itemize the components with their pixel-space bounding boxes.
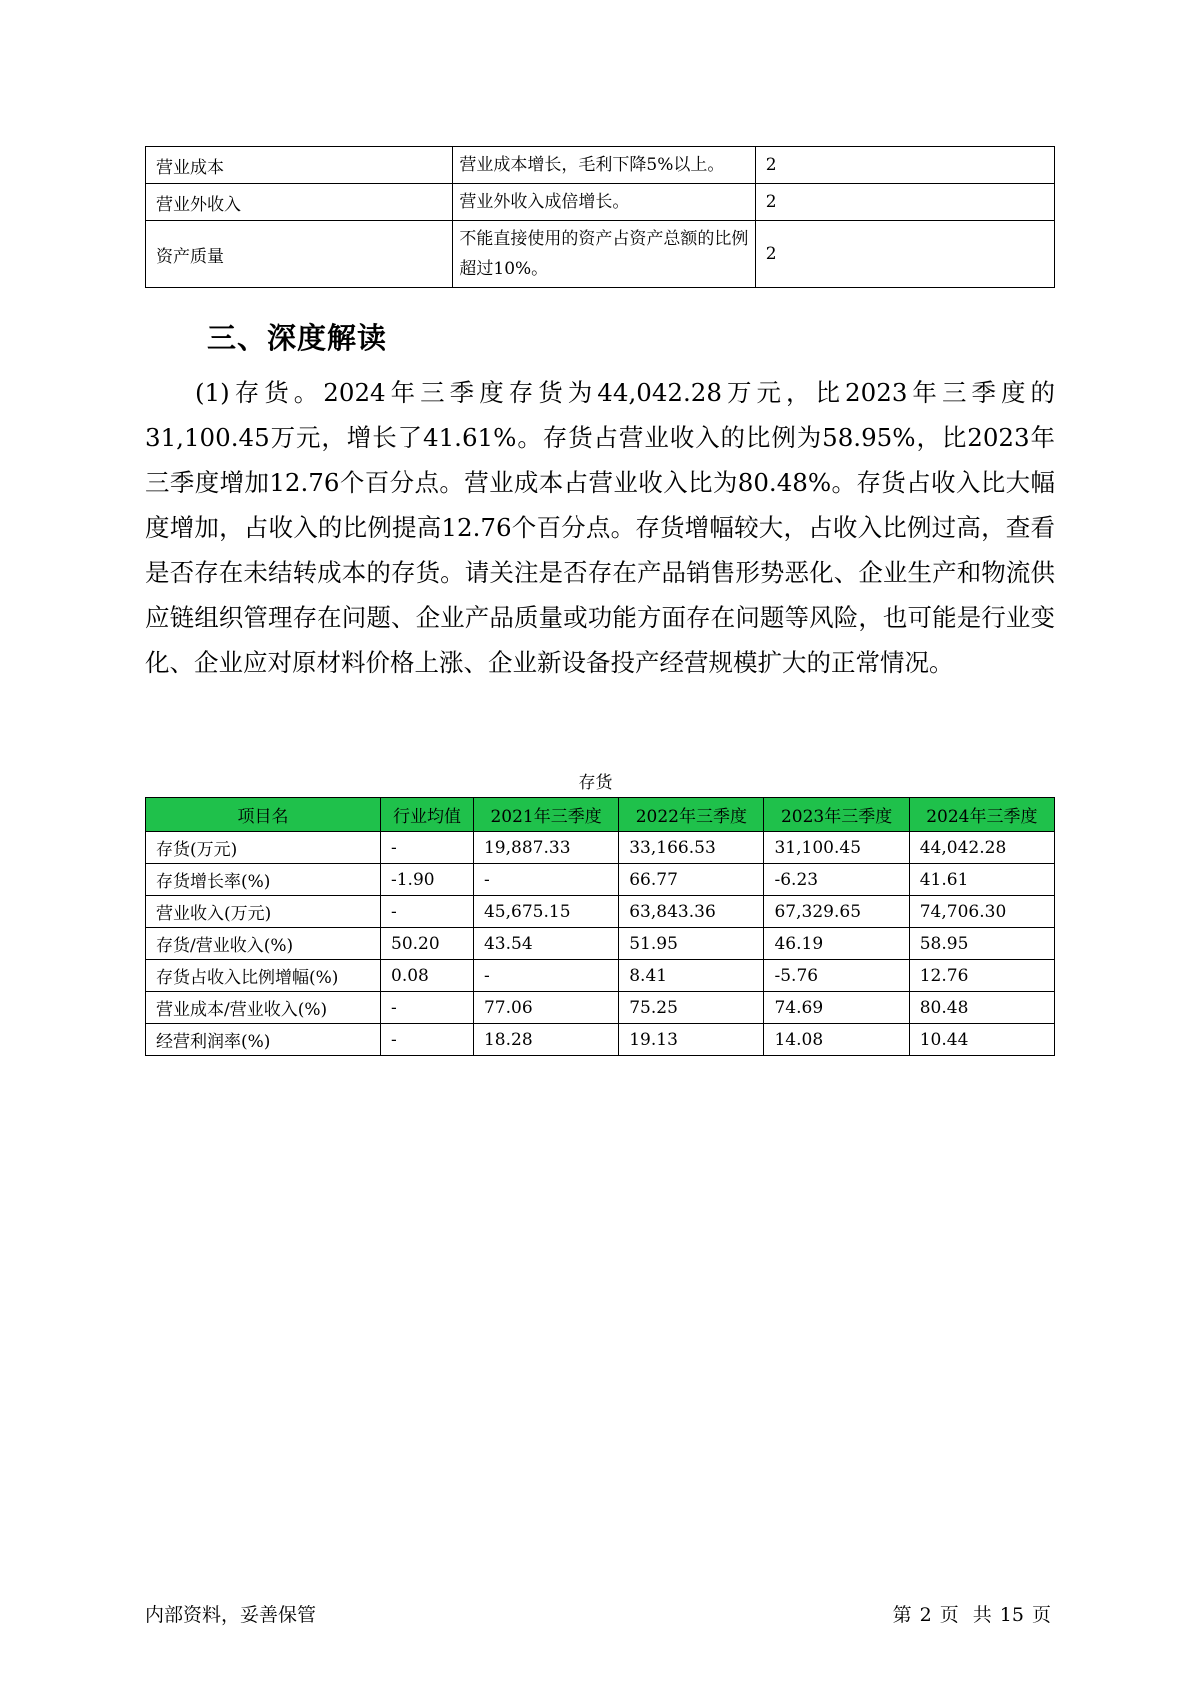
table-cell: 45,675.15 xyxy=(473,896,618,928)
table-cell: 19,887.33 xyxy=(473,832,618,864)
table-cell: 75.25 xyxy=(619,992,764,1024)
table-cell: 43.54 xyxy=(473,928,618,960)
column-header: 行业均值 xyxy=(381,798,474,832)
table-row xyxy=(146,147,1055,184)
risk-condition: 营业成本增长，毛利下降5%以上。 xyxy=(453,147,755,184)
table-cell: 经营利润率(%) xyxy=(146,1024,381,1056)
table-cell: 41.61 xyxy=(909,864,1054,896)
table-cell: 18.28 xyxy=(473,1024,618,1056)
table-cell: 58.95 xyxy=(909,928,1054,960)
table-caption: 存货 xyxy=(578,773,613,793)
page-unit: 页 xyxy=(939,1604,959,1626)
table-cell: 77.06 xyxy=(473,992,618,1024)
table-cell: 51.95 xyxy=(619,928,764,960)
table-cell: 14.08 xyxy=(764,1024,909,1056)
table-cell: 10.44 xyxy=(909,1024,1054,1056)
table-cell: 存货增长率(%) xyxy=(146,864,381,896)
table-cell: 44,042.28 xyxy=(909,832,1054,864)
table-cell: 50.20 xyxy=(381,928,474,960)
risk-condition: 营业外收入成倍增长。 xyxy=(453,184,755,221)
column-header: 2024年三季度 xyxy=(909,798,1054,832)
risk-item-name: 资产质量 xyxy=(146,221,453,288)
table-cell: 67,329.65 xyxy=(764,896,909,928)
table-cell: 33,166.53 xyxy=(619,832,764,864)
table-row xyxy=(146,1024,1055,1056)
table-cell: 营业收入(万元) xyxy=(146,896,381,928)
table-cell: 46.19 xyxy=(764,928,909,960)
table-row xyxy=(146,960,1055,992)
table-cell: 0.08 xyxy=(381,960,474,992)
column-header: 2022年三季度 xyxy=(619,798,764,832)
table-cell: 31,100.45 xyxy=(764,832,909,864)
table-row xyxy=(146,864,1055,896)
section-heading: 三、深度解读 xyxy=(207,321,388,355)
table-cell: 存货占收入比例增幅(%) xyxy=(146,960,381,992)
risk-score: 2 xyxy=(755,221,1054,288)
page-number xyxy=(889,1600,1055,1627)
table-cell: 19.13 xyxy=(619,1024,764,1056)
table-row xyxy=(146,221,1055,288)
table-cell: - xyxy=(473,864,618,896)
table-row xyxy=(146,832,1055,864)
table-cell: 存货/营业收入(%) xyxy=(146,928,381,960)
table-row xyxy=(146,184,1055,221)
table-header-row xyxy=(146,798,1055,832)
risk-item-name: 营业成本 xyxy=(146,147,453,184)
table-cell: - xyxy=(381,1024,474,1056)
total-pages: 15 xyxy=(999,1604,1024,1626)
table-cell: 8.41 xyxy=(619,960,764,992)
inventory-table xyxy=(145,797,1055,1056)
table-cell: - xyxy=(381,992,474,1024)
table-cell: -6.23 xyxy=(764,864,909,896)
analysis-paragraph: (1)存货。2024年三季度存货为44,042.28万元，比2023年三季度的31,100.45万元，增长了41.61%。存货占营业收入的比例为58.95%，比2023年三季度增加12.76个百分点。营业成本占营业收入比为80.48%。存货占收入比大幅度增加，占收入的比例提高12.76个百分点。存货增幅较大，占收入比例过高，查看是否存在未结转成本的存货。请关注是否存在产品销售形势恶化、企业生产和物流供应链组织管理存在问题、企业产品质量或功能方面存在问题等风险，也可能是行业变化、企业应对原材料价格上涨、企业新设备投产经营规模扩大的正常情况。 xyxy=(145,378,1055,677)
total-unit: 页 xyxy=(1031,1604,1051,1626)
column-header: 2021年三季度 xyxy=(473,798,618,832)
total-prefix: 共 xyxy=(972,1604,992,1626)
table-cell: 存货(万元) xyxy=(146,832,381,864)
column-header: 项目名 xyxy=(146,798,381,832)
table-cell: - xyxy=(473,960,618,992)
table-cell: 63,843.36 xyxy=(619,896,764,928)
table-row xyxy=(146,896,1055,928)
table-cell: -5.76 xyxy=(764,960,909,992)
table-cell: 营业成本/营业收入(%) xyxy=(146,992,381,1024)
table-cell: -1.90 xyxy=(381,864,474,896)
table-cell: 12.76 xyxy=(909,960,1054,992)
table-cell: - xyxy=(381,896,474,928)
page-prefix: 第 xyxy=(892,1604,912,1626)
risk-criteria-table xyxy=(145,146,1055,288)
risk-score: 2 xyxy=(755,147,1054,184)
table-row xyxy=(146,992,1055,1024)
table-cell: 74,706.30 xyxy=(909,896,1054,928)
current-page: 2 xyxy=(919,1604,932,1626)
table-row xyxy=(146,928,1055,960)
risk-condition: 不能直接使用的资产占资产总额的比例超过10%。 xyxy=(453,221,755,288)
risk-score: 2 xyxy=(755,184,1054,221)
table-cell: - xyxy=(381,832,474,864)
risk-item-name: 营业外收入 xyxy=(146,184,453,221)
table-cell: 80.48 xyxy=(909,992,1054,1024)
footer-confidential-note: 内部资料，妥善保管 xyxy=(145,1604,317,1626)
column-header: 2023年三季度 xyxy=(764,798,909,832)
table-cell: 66.77 xyxy=(619,864,764,896)
table-cell: 74.69 xyxy=(764,992,909,1024)
